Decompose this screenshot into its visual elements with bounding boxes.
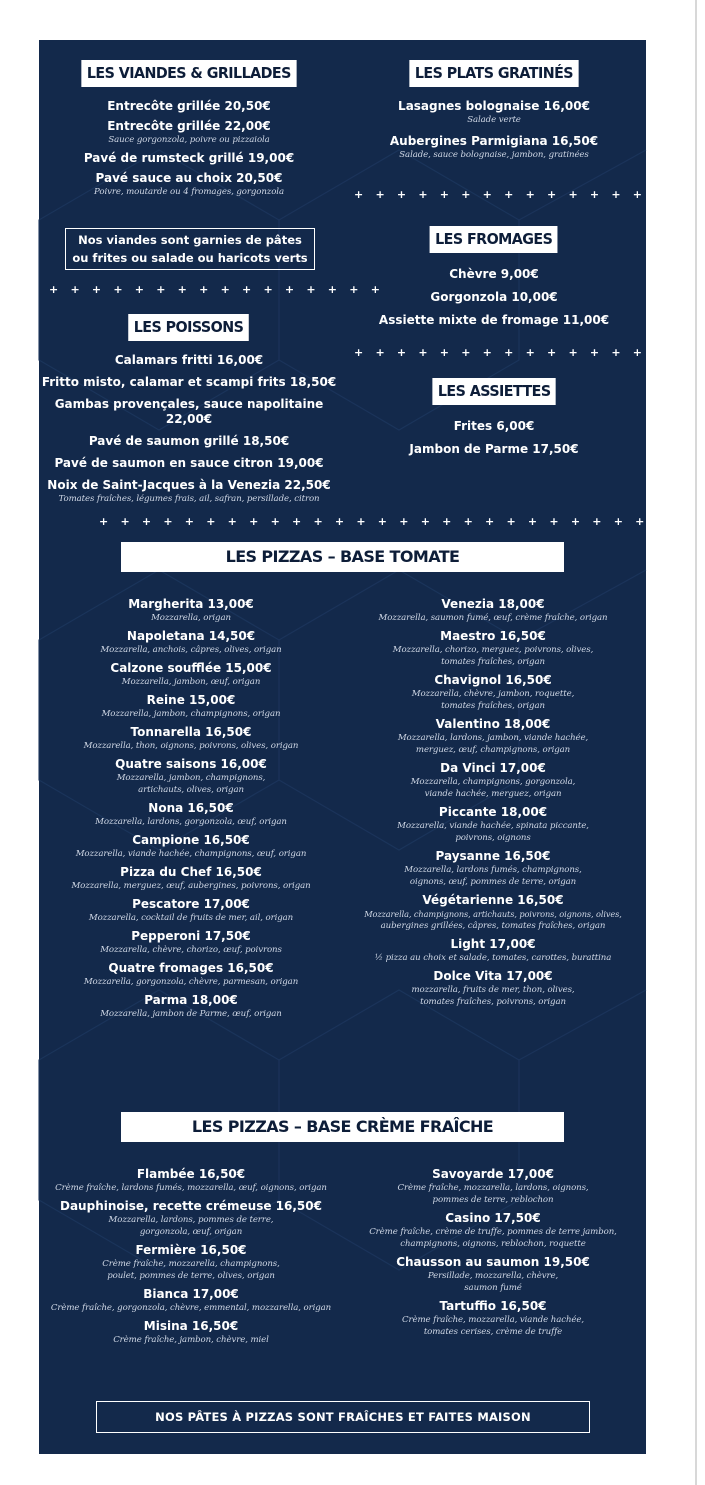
item-name: Pavé de rumsteck grillé 19,00€ bbox=[83, 151, 295, 165]
separator: + + + + + + + + + + + + + + + + bbox=[354, 188, 690, 201]
item-desc: Mozzarella, lardons, pommes de terre, bbox=[108, 1215, 274, 1225]
menu-item bbox=[43, 725, 339, 752]
section-viandes bbox=[49, 60, 329, 203]
item-desc: Mozzarella, jambon, champignons, origan bbox=[101, 709, 281, 719]
item-name: Gorgonzola 10,00€ bbox=[430, 290, 558, 304]
item-name: Dolce Vita 17,00€ bbox=[433, 969, 553, 983]
item-desc: Mozzarella, jambon de Parme, œuf, origan bbox=[100, 1009, 282, 1019]
menu-item bbox=[43, 897, 339, 924]
item-desc: tomates cerises, crème de truffe bbox=[423, 1327, 563, 1337]
item-name: Flambée 16,50€ bbox=[136, 1167, 246, 1181]
item-desc: viande hachée, merguez, origan bbox=[424, 789, 562, 799]
item-name: Casino 17,50€ bbox=[445, 1211, 541, 1225]
item-desc: Mozzarella, origan bbox=[151, 613, 231, 623]
menu-item bbox=[354, 134, 634, 161]
item-name: Chausson au saumon 19,50€ bbox=[396, 1255, 590, 1269]
item-name: Dauphinoise, recette crémeuse 16,50€ bbox=[60, 1199, 322, 1213]
pizzas-tomate-left bbox=[43, 597, 339, 1025]
item-name: Margherita 13,00€ bbox=[128, 597, 254, 611]
menu-card bbox=[39, 40, 690, 1454]
item-desc: Mozzarella, merguez, œuf, aubergines, poivrons, origan bbox=[71, 881, 311, 891]
item-name: Pavé sauce au choix 20,50€ bbox=[95, 171, 283, 185]
item-desc: Crème fraîche, crème de truffe, pommes de terre jambon, bbox=[369, 1227, 617, 1237]
item-name: Entrecôte grillée 22,00€ bbox=[107, 119, 271, 133]
item-name: Reine 15,00€ bbox=[146, 693, 236, 707]
item-name: Nona 16,50€ bbox=[148, 801, 234, 815]
section-fromages bbox=[354, 226, 634, 333]
heading-viandes: LES VIANDES & GRILLADES bbox=[82, 60, 297, 87]
item-desc: mozzarella, fruits de mer, thon, olives, bbox=[411, 985, 575, 995]
menu-item bbox=[43, 865, 339, 892]
menu-item bbox=[43, 833, 339, 860]
item-name: Noix de Saint-Jacques à la Venezia 22,50€ bbox=[47, 478, 331, 492]
item-desc: Mozzarella, champignons, artichauts, poivrons, oignons, olives, bbox=[364, 909, 622, 919]
item-name: Gambas provençales, sauce napolitaine 22,00€ bbox=[54, 397, 324, 426]
separator: + + + + + + + + + + + + + + + + bbox=[354, 346, 690, 359]
menu-item bbox=[343, 717, 643, 756]
item-desc: Crème fraîche, gorgonzola, chèvre, emmental, mozzarella, origan bbox=[50, 1303, 332, 1313]
menu-item bbox=[343, 1255, 643, 1294]
item-desc: Mozzarella, gorgonzola, chèvre, parmesan, origan bbox=[83, 977, 299, 987]
item-desc: Poivre, moutarde ou 4 fromages, gorgonzola bbox=[94, 187, 284, 197]
item-desc: tomates fraîches, origan bbox=[441, 657, 545, 667]
item-desc: champignons, oignons, reblochon, roquette bbox=[400, 1239, 586, 1249]
menu-item bbox=[41, 1243, 341, 1282]
menu-item bbox=[343, 629, 643, 668]
page-edge bbox=[695, 0, 697, 1485]
menu-item bbox=[43, 629, 339, 656]
item-desc: Mozzarella, lardons, gorgonzola, œuf, origan bbox=[95, 817, 287, 827]
item-name: Végétarienne 16,50€ bbox=[422, 893, 564, 907]
item-desc: saumon fumé bbox=[464, 1283, 522, 1293]
menu-item bbox=[49, 119, 329, 146]
menu-item bbox=[343, 969, 643, 1008]
menu-item bbox=[49, 171, 329, 198]
item-name: Quatre saisons 16,00€ bbox=[115, 757, 267, 771]
menu-item bbox=[343, 893, 643, 932]
menu-item bbox=[43, 661, 339, 688]
item-desc: gorgonzola, œuf, origan bbox=[139, 1227, 243, 1237]
menu-item bbox=[41, 397, 337, 427]
item-name: Paysanne 16,50€ bbox=[435, 849, 551, 863]
item-name: Jambon de Parme 17,50€ bbox=[409, 442, 579, 456]
menu-item bbox=[343, 761, 643, 800]
menu-item bbox=[343, 1211, 643, 1250]
item-desc: poulet, pommes de terre, olives, origan bbox=[107, 1271, 275, 1281]
menu-item bbox=[43, 693, 339, 720]
menu-item bbox=[343, 805, 643, 844]
item-name: Lasagnes bolognaise 16,00€ bbox=[398, 99, 590, 113]
heading-poissons: LES POISSONS bbox=[129, 314, 250, 341]
item-name: Bianca 17,00€ bbox=[143, 1287, 239, 1301]
item-name: Tonnarella 16,50€ bbox=[130, 725, 252, 739]
heading-pizzas-creme: LES PIZZAS – BASE CRÈME FRAÎCHE bbox=[121, 1112, 564, 1142]
menu-item bbox=[43, 993, 339, 1020]
section-gratines bbox=[354, 60, 634, 166]
item-desc: Salade verte bbox=[467, 115, 521, 125]
menu-item bbox=[41, 1319, 341, 1346]
menu-item bbox=[354, 99, 634, 126]
note-line-2: ou frites ou salade ou haricots verts bbox=[72, 251, 308, 265]
menu-item bbox=[343, 1167, 643, 1206]
item-desc: Crème fraîche, mozzarella, lardons, oignons, bbox=[397, 1183, 589, 1193]
item-desc: tomates fraîches, origan bbox=[441, 701, 545, 711]
footer-note: NOS PÂTES À PIZZAS SONT FRAÎCHES ET FAITES MAISON bbox=[96, 1401, 590, 1433]
menu-item bbox=[43, 801, 339, 828]
item-name: Misina 16,50€ bbox=[143, 1319, 239, 1333]
menu-item bbox=[354, 313, 634, 328]
item-name: Calzone soufflée 15,00€ bbox=[110, 661, 272, 675]
item-name: Maestro 16,50€ bbox=[440, 629, 546, 643]
item-desc: tomates fraîches, poivrons, origan bbox=[420, 997, 566, 1007]
item-desc: Mozzarella, saumon fumé, œuf, crème fraîche, origan bbox=[378, 613, 608, 623]
item-desc: Mozzarella, chèvre, chorizo, œuf, poivrons bbox=[100, 945, 282, 955]
menu-item bbox=[41, 434, 337, 449]
pizzas-creme-right bbox=[343, 1167, 643, 1343]
item-desc: Mozzarella, lardons, jambon, viande hachée, bbox=[397, 733, 589, 743]
item-desc: ½ pizza au choix et salade, tomates, carottes, burattina bbox=[374, 953, 612, 963]
garnish-note bbox=[65, 228, 315, 270]
pizzas-creme-left bbox=[41, 1167, 341, 1351]
item-name: Light 17,00€ bbox=[450, 937, 536, 951]
item-name: Frites 6,00€ bbox=[453, 419, 535, 433]
item-name: Valentino 18,00€ bbox=[435, 717, 551, 731]
item-name: Fermière 16,50€ bbox=[135, 1243, 247, 1257]
item-desc: Mozzarella, champignons, gorgonzola, bbox=[410, 777, 576, 787]
menu-item bbox=[49, 99, 329, 114]
item-desc: Mozzarella, jambon, champignons, bbox=[116, 773, 266, 783]
heading-fromages: LES FROMAGES bbox=[430, 226, 558, 253]
separator: + + + + + + + + + + + + + + + + bbox=[49, 283, 385, 296]
heading-gratines: LES PLATS GRATINÉS bbox=[409, 60, 578, 87]
pizzas-tomate-right bbox=[343, 597, 643, 1013]
item-name: Pescatore 17,00€ bbox=[132, 897, 250, 911]
item-desc: pommes de terre, reblochon bbox=[432, 1195, 554, 1205]
menu-item bbox=[41, 1199, 341, 1238]
item-name: Da Vinci 17,00€ bbox=[440, 761, 546, 775]
heading-pizzas-tomate: LES PIZZAS – BASE TOMATE bbox=[121, 542, 564, 572]
menu-item bbox=[354, 419, 634, 434]
item-desc: aubergines grillées, câpres, tomates fraîches, origan bbox=[380, 921, 606, 931]
item-name: Campione 16,50€ bbox=[132, 833, 250, 847]
separator: + + + + + + + + + + + + + + + + + + + + + + + + + + bbox=[99, 515, 649, 528]
item-desc: Mozzarella, viande hachée, champignons, œuf, origan bbox=[75, 849, 307, 859]
menu-item bbox=[41, 375, 337, 390]
note-line-1: Nos viandes sont garnies de pâtes bbox=[78, 233, 302, 247]
item-desc: Crème fraîche, mozzarella, viande hachée, bbox=[402, 1315, 584, 1325]
menu-item bbox=[343, 597, 643, 624]
item-desc: Mozzarella, thon, oignons, poivrons, olives, origan bbox=[83, 741, 299, 751]
item-desc: oignons, œuf, pommes de terre, origan bbox=[409, 877, 577, 887]
item-name: Calamars fritti 16,00€ bbox=[114, 353, 264, 367]
item-name: Pepperoni 17,50€ bbox=[131, 929, 251, 943]
item-desc: Mozzarella, chèvre, jambon, roquette, bbox=[411, 689, 575, 699]
menu-item bbox=[43, 929, 339, 956]
item-desc: Salade, sauce bolognaise, jambon, gratinées bbox=[399, 150, 589, 160]
menu-item bbox=[43, 757, 339, 796]
item-desc: artichauts, olives, origan bbox=[138, 785, 244, 795]
item-desc: Mozzarella, viande hachée, spinata piccante, bbox=[397, 821, 589, 831]
item-desc: Persillade, mozzarella, chèvre, bbox=[427, 1271, 559, 1281]
item-name: Pavé de saumon grillé 18,50€ bbox=[88, 434, 290, 448]
item-name: Chèvre 9,00€ bbox=[449, 267, 539, 281]
menu-item bbox=[41, 353, 337, 368]
item-name: Piccante 18,00€ bbox=[438, 805, 548, 819]
menu-item bbox=[343, 849, 643, 888]
menu-item bbox=[354, 290, 634, 305]
item-name: Tartuffio 16,50€ bbox=[439, 1299, 547, 1313]
item-desc: poivrons, oignons bbox=[455, 833, 531, 843]
item-name: Aubergines Parmigiana 16,50€ bbox=[389, 134, 599, 148]
item-desc: Sauce gorgonzola, poivre ou pizzaiola bbox=[108, 135, 270, 145]
menu-item bbox=[41, 1167, 341, 1194]
item-desc: merguez, œuf, champignons, origan bbox=[415, 745, 571, 755]
item-desc: Crème fraîche, lardons fumés, mozzarella, œuf, oignons, origan bbox=[55, 1183, 327, 1193]
item-desc: Mozzarella, cocktail de fruits de mer, ail, origan bbox=[88, 913, 294, 923]
menu-item bbox=[354, 267, 634, 282]
menu-item bbox=[343, 937, 643, 964]
heading-assiettes: LES ASSIETTES bbox=[432, 378, 556, 405]
item-name: Savoyarde 17,00€ bbox=[432, 1167, 554, 1181]
item-name: Venezia 18,00€ bbox=[441, 597, 545, 611]
item-name: Assiette mixte de fromage 11,00€ bbox=[378, 313, 610, 327]
item-name: Quatre fromages 16,50€ bbox=[108, 961, 274, 975]
item-desc: Mozzarella, anchois, câpres, olives, origan bbox=[100, 645, 282, 655]
menu-item bbox=[41, 456, 337, 471]
item-desc: Crème fraîche, jambon, chèvre, miel bbox=[113, 1335, 269, 1345]
item-name: Pavé de saumon en sauce citron 19,00€ bbox=[54, 456, 324, 470]
item-desc: Mozzarella, jambon, œuf, origan bbox=[121, 677, 261, 687]
menu-item bbox=[343, 673, 643, 712]
menu-item bbox=[41, 1287, 341, 1314]
menu-item bbox=[343, 1299, 643, 1338]
menu-item bbox=[41, 478, 337, 505]
item-name: Chavignol 16,50€ bbox=[434, 673, 552, 687]
item-desc: Mozzarella, chorizo, merguez, poivrons, olives, bbox=[392, 645, 594, 655]
item-desc: Crème fraîche, mozzarella, champignons, bbox=[102, 1259, 280, 1269]
menu-item bbox=[43, 597, 339, 624]
item-name: Fritto misto, calamar et scampi frits 18,50€ bbox=[41, 375, 337, 389]
menu-item bbox=[49, 151, 329, 166]
section-poissons bbox=[41, 314, 337, 510]
item-desc: Mozzarella, lardons fumés, champignons, bbox=[404, 865, 582, 875]
menu-item bbox=[354, 442, 634, 457]
item-name: Napoletana 14,50€ bbox=[126, 629, 256, 643]
item-desc: Tomates fraîches, légumes frais, ail, safran, persillade, citron bbox=[58, 494, 320, 504]
menu-item bbox=[43, 961, 339, 988]
item-name: Parma 18,00€ bbox=[144, 993, 238, 1007]
section-assiettes bbox=[354, 378, 634, 462]
item-name: Pizza du Chef 16,50€ bbox=[120, 865, 262, 879]
item-name: Entrecôte grillée 20,50€ bbox=[107, 99, 271, 113]
